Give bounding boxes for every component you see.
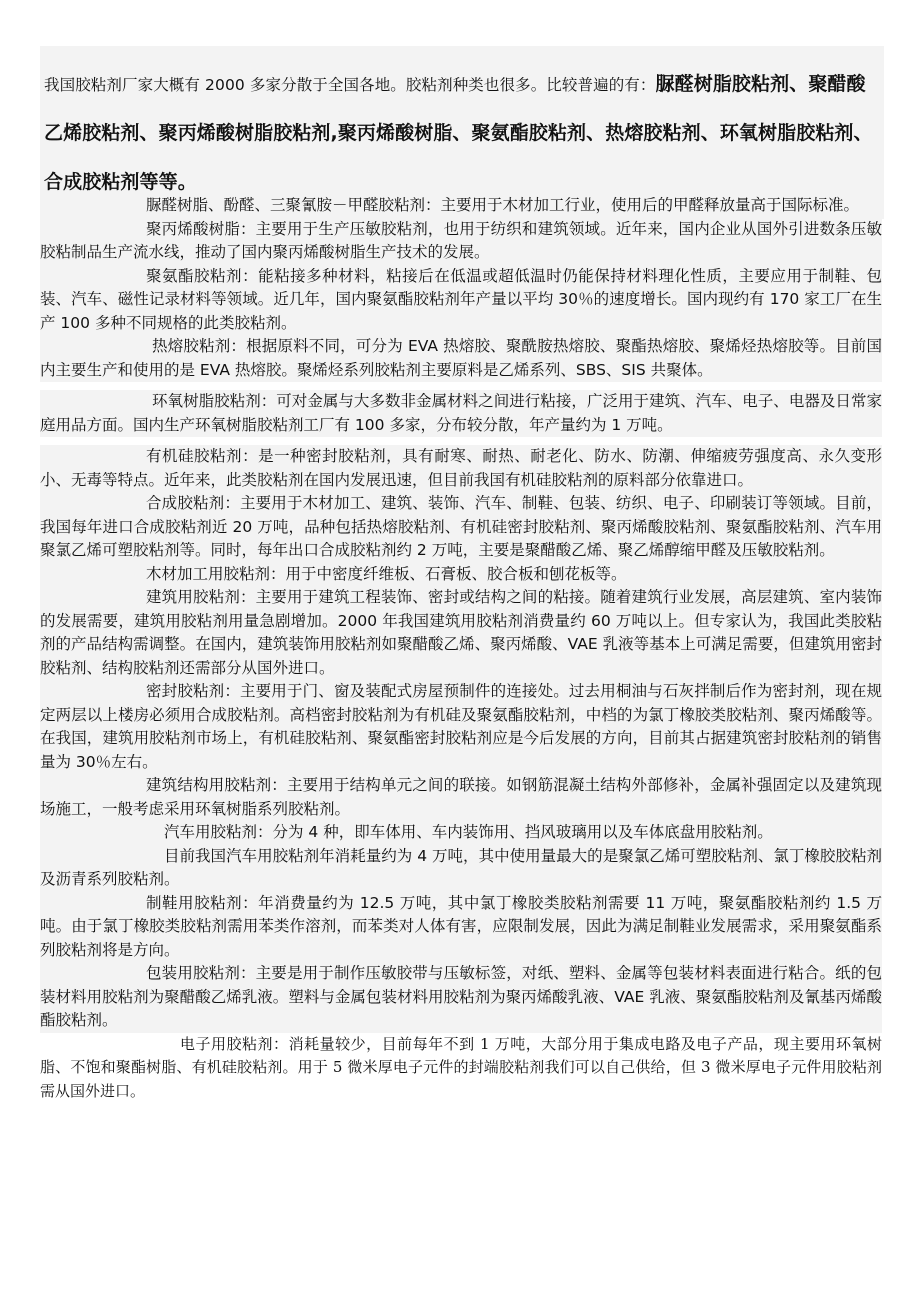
paragraph-electronics: 电子用胶粘剂：消耗量较少，目前每年不到 1 万吨，大部分用于集成电路及电子产品，现主要用环氧树脂、不饱和聚酯树脂、有机硅胶粘剂。用于 5 微米厚电子元件的封端胶粘剂我们可以自己供给，但 3 微米厚电子元件用胶粘剂需从国外进口。 <box>40 1034 882 1100</box>
paragraph-polyacrylic-resin: 聚丙烯酸树脂：主要用于生产压敏胶粘剂，也用于纺织和建筑领域。近年来，国内企业从国外引进数条压敏胶粘制品生产流水线，推动了国内聚丙烯酸树脂生产技术的发展。 <box>40 218 882 265</box>
paragraph-automotive-consumption: 目前我国汽车用胶粘剂年消耗量约为 4 万吨，其中使用量最大的是聚氯乙烯可塑胶粘剂、氯丁橡胶胶粘剂及沥青系列胶粘剂。 <box>40 845 882 892</box>
document-body <box>40 194 882 1103</box>
paragraph-wood-processing: 木材加工用胶粘剂：用于中密度纤维板、石膏板、胶合板和刨花板等。 <box>40 563 882 587</box>
paragraph-polyurethane: 聚氨酯胶粘剂：能粘接多种材料，粘接后在低温或超低温时仍能保持材料理化性质，主要应用于制鞋、包装、汽车、磁性记录材料等领域。近几年，国内聚氨酯胶粘剂年产量以平均 30％的速度增长。国内现约有 170 家工厂在生产 100 多种不同规格的此类胶粘剂。 <box>40 265 882 336</box>
paragraph-hot-melt: 热熔胶粘剂：根据原料不同，可分为 EVA 热熔胶、聚酰胺热熔胶、聚酯热熔胶、聚烯烃热熔胶等。目前国内主要生产和使用的是 EVA 热熔胶。聚烯烃系列胶粘剂主要原料是乙烯系列、SBS、SIS 共聚体。 <box>40 335 882 382</box>
intro-lead-text: 我国胶粘剂厂家大概有 2000 多家分散于全国各地。胶粘剂种类也很多。比较普遍的有： <box>44 76 656 94</box>
intro-bold-list: 脲醛树脂胶粘剂、聚醋酸乙烯胶粘剂、聚丙烯酸树脂胶粘剂,聚丙烯酸树脂、聚氨酯胶粘剂、热熔胶粘剂、环氧树脂胶粘剂、合成胶粘剂等等。 <box>44 73 873 193</box>
paragraph-sealing: 密封胶粘剂：主要用于门、窗及装配式房屋预制件的连接处。过去用桐油与石灰拌制后作为密封剂，现在规定两层以上楼房必须用合成胶粘剂。高档密封胶粘剂为有机硅及聚氨酯胶粘剂，中档的为氯丁橡胶类胶粘剂、聚丙烯酸等。在我国，建筑用胶粘剂市场上，有机硅胶粘剂、聚氨酯密封胶粘剂应是今后发展的方向，目前其占据建筑密封胶粘剂的销售量为 30％左右。 <box>40 680 882 774</box>
paragraph-structural: 建筑结构用胶粘剂：主要用于结构单元之间的联接。如钢筋混凝土结构外部修补，金属补强固定以及建筑现场施工，一般考虑采用环氧树脂系列胶粘剂。 <box>40 774 882 821</box>
paragraph-footwear: 制鞋用胶粘剂：年消费量约为 12.5 万吨，其中氯丁橡胶类胶粘剂需要 11 万吨，聚氨酯胶粘剂约 1.5 万吨。由于氯丁橡胶类胶粘剂需用苯类作溶剂，而苯类对人体有害，应限制发展，因此为满足制鞋业发展需求，采用聚氨酯系列胶粘剂将是方向。 <box>40 892 882 963</box>
paragraph-urea-resin: 脲醛树脂、酚醛、三聚氰胺－甲醛胶粘剂：主要用于木材加工行业，使用后的甲醛释放量高于国际标准。 <box>40 194 882 218</box>
paragraph-construction: 建筑用胶粘剂：主要用于建筑工程装饰、密封或结构之间的粘接。随着建筑行业发展，高层建筑、室内装饰的发展需要，建筑用胶粘剂用量急剧增加。2000 年我国建筑用胶粘剂消费量约 60 万吨以上。但专家认为，我国此类胶粘剂的产品结构需调整。在国内，建筑装饰用胶粘剂如聚醋酸乙烯、聚丙烯酸、VAE 乳液等基本上可满足需要，但建筑用密封胶粘剂、结构胶粘剂还需部分从国外进口。 <box>40 586 882 680</box>
paragraph-silicone: 有机硅胶粘剂：是一种密封胶粘剂，具有耐寒、耐热、耐老化、防水、防潮、伸缩疲劳强度高、永久变形小、无毒等特点。近年来，此类胶粘剂在国内发展迅速，但目前我国有机硅胶粘剂的原料部分依靠进口。 <box>40 445 882 492</box>
paragraph-packaging: 包装用胶粘剂：主要是用于制作压敏胶带与压敏标签，对纸、塑料、金属等包装材料表面进行粘合。纸的包装材料用胶粘剂为聚醋酸乙烯乳液。塑料与金属包装材料用胶粘剂为聚丙烯酸乳液、VAE 乳液、聚氨酯胶粘剂及氰基丙烯酸酯胶粘剂。 <box>40 962 882 1033</box>
paragraph-automotive: 汽车用胶粘剂：分为 4 种，即车体用、车内装饰用、挡风玻璃用以及车体底盘用胶粘剂。 <box>40 821 882 845</box>
paragraph-synthetic: 合成胶粘剂：主要用于木材加工、建筑、装饰、汽车、制鞋、包装、纺织、电子、印刷装订等领域。目前，我国每年进口合成胶粘剂近 20 万吨，品种包括热熔胶粘剂、有机硅密封胶粘剂、聚丙烯酸胶粘剂、聚氨酯胶粘剂、汽车用聚氯乙烯可塑胶粘剂等。同时，每年出口合成胶粘剂约 2 万吨，主要是聚醋酸乙烯、聚乙烯醇缩甲醛及压敏胶粘剂。 <box>40 492 882 563</box>
paragraph-epoxy: 环氧树脂胶粘剂：可对金属与大多数非金属材料之间进行粘接，广泛用于建筑、汽车、电子、电器及日常家庭用品方面。国内生产环氧树脂胶粘剂工厂有 100 多家，分布较分散，年产量约为 1 万吨。 <box>40 390 882 437</box>
